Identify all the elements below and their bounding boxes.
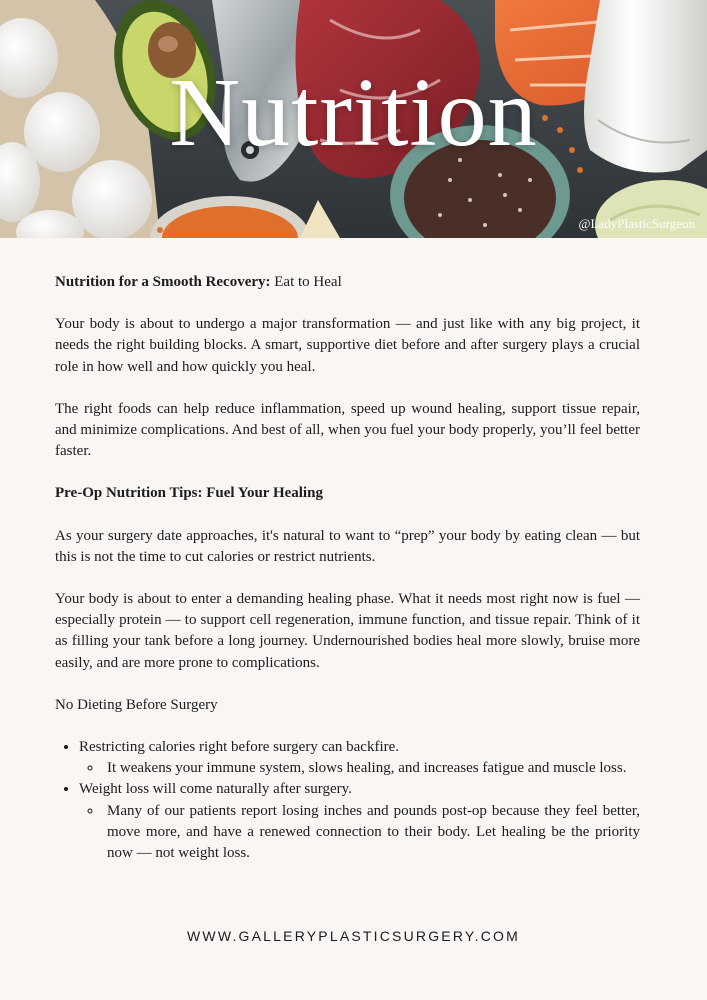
intro-heading-bold: Nutrition for a Smooth Recovery: — [55, 274, 271, 290]
paragraph-2: The right foods can help reduce inflammation, speed up wound healing, support tissue repair, and minimize complications. And best of all, when you fuel your body properly, you’ll feel better faster. — [55, 400, 640, 460]
page-title: Nutrition — [169, 59, 538, 167]
sub-list-item: ◦ It weakens your immune system, slows healing, and increases fatigue and muscle loss. — [103, 758, 640, 779]
subheading: No Dieting Before Surgery — [55, 696, 218, 713]
article-body — [55, 272, 640, 864]
sub-list-item: ◦ Many of our patients report losing inches and pounds post-op because they feel better, move more, and have a renewed connection to their body. Let healing be the priority now — not weight loss. — [103, 801, 640, 865]
list-item-text: Restricting calories right before surgery can backfire. — [79, 739, 400, 756]
paragraph-4: Your body is about to enter a demanding healing phase. What it needs most right now is fuel — especially protein — to support cell regeneration, immune function, and tissue repair. Think of it as filling your tank before a long journey. Undernourished bodies heal more slowly, bruise more easily, and are more prone to complications. — [55, 591, 640, 671]
intro-heading — [55, 272, 640, 293]
list-item — [79, 737, 640, 779]
paragraph-1: Your body is about to undergo a major transformation — and just like with any big project, it needs the right building blocks. A smart, supportive diet before and after surgery plays a crucial role in how well and how quickly you heal. — [55, 316, 640, 375]
intro-heading-rest: Eat to Heal — [270, 274, 342, 290]
hero-banner — [0, 0, 707, 238]
photo-credit: @LadyPlasticSurgeon — [578, 216, 695, 231]
paragraph-3: As your surgery date approaches, it's natural to want to “prep” your body by eating clean — but this is not the time to cut calories or restrict nutrients. — [55, 527, 640, 565]
section-heading: Pre-Op Nutrition Tips: Fuel Your Healing — [55, 485, 323, 502]
list-item-text: Weight loss will come naturally after surgery. — [79, 781, 352, 798]
tips-list — [55, 737, 640, 864]
website-link[interactable]: WWW.GALLERYPLASTICSURGERY.COM — [187, 928, 520, 944]
list-item — [79, 779, 640, 864]
